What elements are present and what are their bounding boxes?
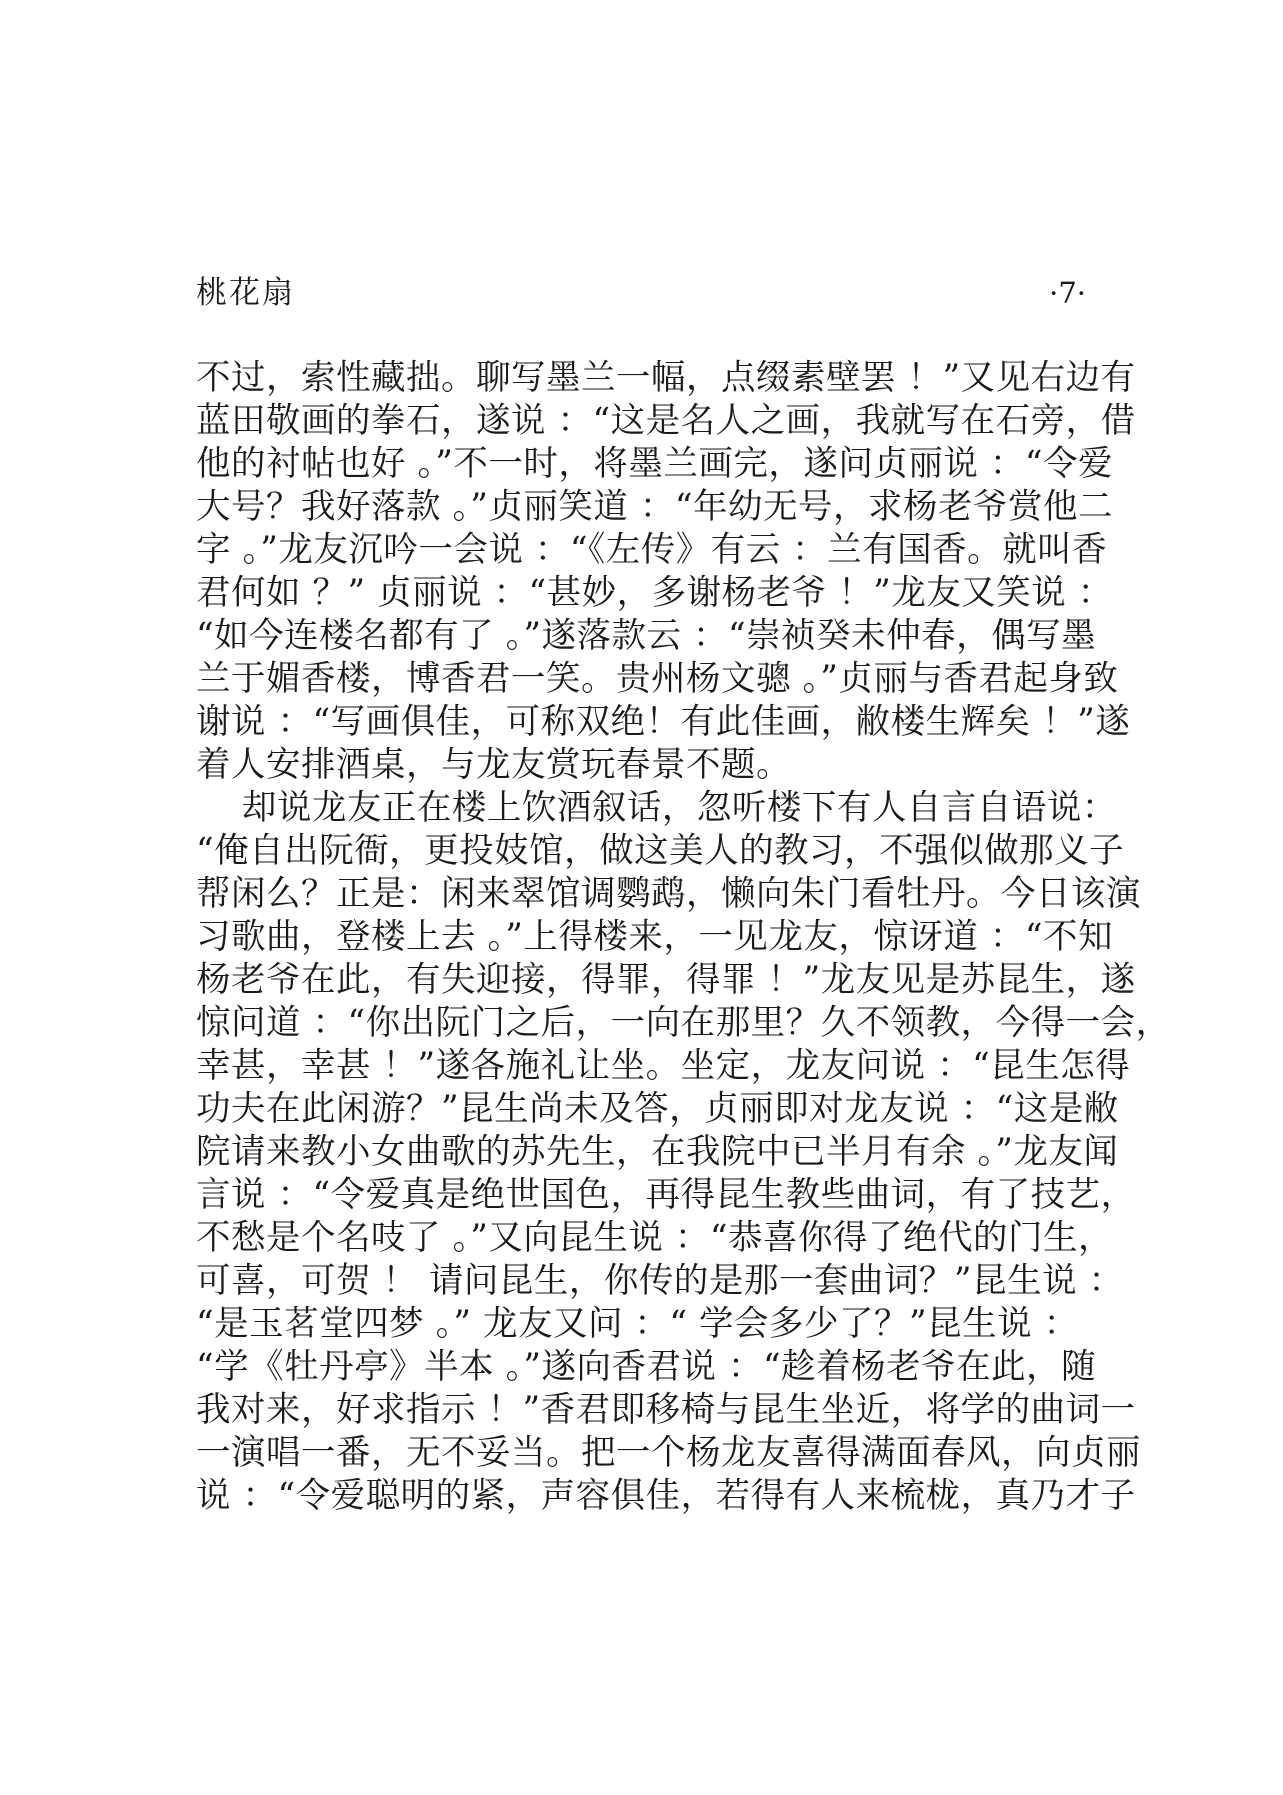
text-line: “俺自出阮衙，更投妓馆，做这美人的教习，不强似做那义子 (196, 831, 1125, 871)
text-line: “是玉茗堂四梦 。” 龙友又问 ：“ 学会多少了？”昆生说 ： (196, 1304, 1079, 1344)
text-line: 我对来，好求指示 ！”香君即移椅与昆生坐近，将学的曲词一 (196, 1390, 1136, 1430)
text-line: 一演唱一番，无不妥当。把一个杨龙友喜得满面春风，向贞丽 (196, 1433, 1141, 1473)
text-line: 着人安排酒桌，与龙友赏玩春景不题。 (196, 745, 791, 785)
body-text (196, 357, 1171, 1518)
text-line: 习歌曲，登楼上去 。”上得楼来，一见龙友，惊讶道 ：“不知 (196, 917, 1113, 957)
text-line: 不过，索性藏拙。聊写墨兰一幅，点缀素壁罢 ！”又见右边有 (196, 358, 1136, 398)
page-header (196, 268, 1086, 318)
page-number: ·7· (1049, 276, 1086, 310)
text-line: 不愁是个名吱了 。”又向昆生说 ：“恭喜你得了绝代的门生， (196, 1218, 1113, 1258)
text-line: “学《牡丹亭》半本 。”遂向香君说 ：“趁着杨老爷在此，随 (196, 1347, 1097, 1387)
text-line: 惊问道 ：“你出阮门之后，一向在那里？久不领教，今得一会， (196, 1003, 1171, 1043)
text-line: 杨老爷在此，有失迎接，得罪，得罪 ！”龙友见是苏昆生，遂 (196, 960, 1136, 1000)
text-line: 君何如 ？” 贞丽说 ：“甚妙，多谢杨老爷 ！”龙友又笑说 ： (196, 573, 1113, 613)
text-line: 蓝田敬画的拳石，遂说 ：“这是名人之画，我就写在石旁，借 (196, 401, 1136, 441)
text-line: 却说龙友正在楼上饮酒叙话，忽听楼下有人自言自语说： (196, 788, 1117, 828)
text-line: 兰于媚香楼，博香君一笑。贵州杨文骢 。”贞丽与香君起身致 (196, 659, 1119, 699)
text-line: 他的衬帖也好 。”不一时，将墨兰画完，遂问贞丽说 ：“令爱 (196, 444, 1113, 484)
text-line: 大号？我好落款 。”贞丽笑道 ：“年幼无号，求杨老爷赏他二 (196, 487, 1113, 527)
text-line: 可喜，可贺 ！ 请问昆生，你传的是那一套曲词？”昆生说 ： (196, 1261, 1124, 1301)
text-line: 说 ：“令爱聪明的紧，声容俱佳，若得有人来梳栊，真乃才子 (196, 1476, 1136, 1516)
text-line: 帮闲么？正是：闲来翠馆调鹦鹉，懒向朱门看牡丹。今日该演 (196, 874, 1141, 914)
text-line: 幸甚，幸甚 ！”遂各施礼让坐。坐定，龙友问说 ：“昆生怎得 (196, 1046, 1131, 1086)
text-line: 谢说 ：“写画俱佳，可称双绝！有此佳画，敝楼生辉矣 ！”遂 (196, 702, 1131, 742)
text-line: 言说 ：“令爱真是绝世国色，再得昆生教些曲词，有了技艺， (196, 1175, 1136, 1215)
text-line: 院请来教小女曲歌的苏先生，在我院中已半月有余 。”龙友闻 (196, 1132, 1119, 1172)
text-line: “如今连楼名都有了 。”遂落款云 ：“崇祯癸未仲春，偶写墨 (196, 616, 1097, 656)
text-line: 字 。”龙友沉吟一会说 ：“《左传》有云 ：兰有国香。就叫香 (196, 530, 1108, 570)
book-title: 桃花扇 (196, 275, 295, 311)
text-line: 功夫在此闲游？”昆生尚未及答，贞丽即对龙友说 ：“这是敝 (196, 1089, 1119, 1129)
